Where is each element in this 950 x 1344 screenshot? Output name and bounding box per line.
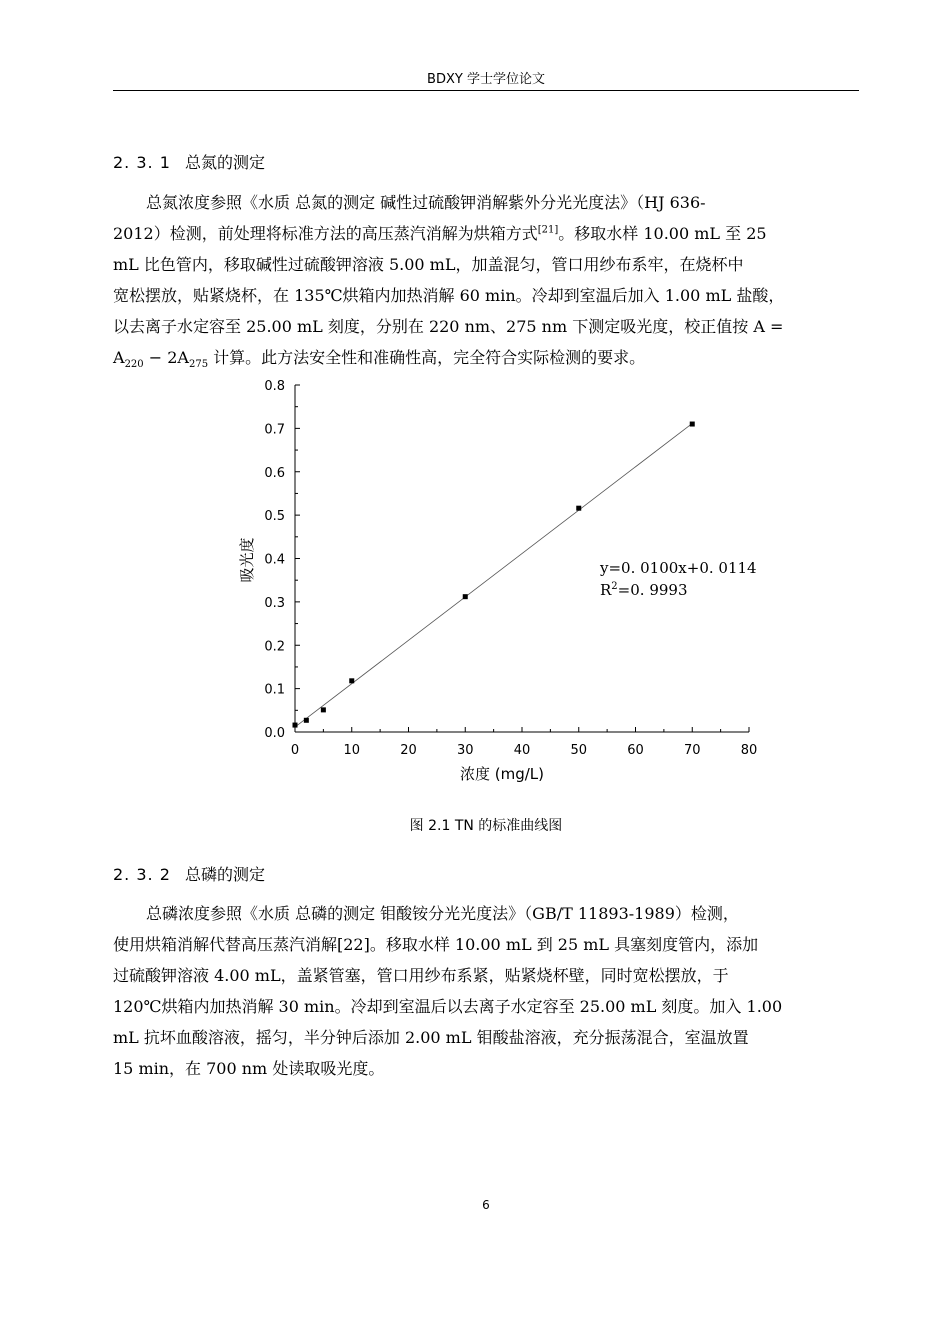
data-point bbox=[576, 506, 581, 511]
y-tick-label: 0.7 bbox=[264, 422, 285, 438]
citation: [21] bbox=[537, 224, 559, 236]
running-header: BDXY 学士学位论文 bbox=[427, 72, 545, 87]
section-title: 总氮的测定 bbox=[185, 153, 266, 172]
section-number: 2. 3. 1 bbox=[113, 153, 171, 172]
data-point bbox=[690, 422, 695, 427]
text-line: 总氮浓度参照《水质 总氮的测定 碱性过硫酸钾消解紫外分光光度法》（HJ 636- bbox=[146, 193, 706, 212]
y-tick-label: 0.3 bbox=[264, 595, 285, 611]
text-line: $A_{220} - 2A_{275}$ 计算。此方法安全性和准确性高，完全符合实际检测的要求。 bbox=[113, 348, 646, 371]
figure-caption: 图 2.1 TN 的标准曲线图 bbox=[409, 818, 563, 834]
paragraph-total-phosphorus bbox=[113, 898, 859, 1084]
y-tick-label: 0.6 bbox=[264, 465, 285, 481]
x-tick-label: 80 bbox=[740, 743, 758, 758]
text-line: 过硫酸钾溶液 4.00 mL，盖紧管塞，管口用纱布系紧，贴紧烧杯壁，同时宽松摆放，于 bbox=[113, 966, 729, 985]
x-tick-label: 0 bbox=[290, 743, 300, 758]
text-line: 宽松摆放，贴紧烧杯，在 135℃烘箱内加热消解 60 min。冷却到室温后加入 1.00 mL 盐酸， bbox=[113, 286, 785, 305]
text-line: 2012）检测，前处理将标准方法的高压蒸汽消解为烘箱方式[21]。移取水样 10.00 mL 至 25 bbox=[113, 224, 767, 243]
data-point bbox=[321, 707, 326, 712]
section-title: 总磷的测定 bbox=[185, 865, 266, 884]
header-rule bbox=[113, 90, 859, 91]
x-tick-label: 40 bbox=[513, 743, 531, 758]
data-point bbox=[463, 594, 468, 599]
x-tick-label: 50 bbox=[570, 743, 588, 758]
text-line: mL 比色管内，移取碱性过硫酸钾溶液 5.00 mL，加盖混匀，管口用纱布系牢，在烧杯中 bbox=[113, 255, 744, 274]
y-tick-label: 0.0 bbox=[264, 726, 285, 741]
section-heading-total-phosphorus bbox=[113, 862, 265, 885]
y-tick-label: 0.1 bbox=[264, 682, 285, 698]
x-tick-label: 60 bbox=[627, 743, 644, 758]
data-point bbox=[349, 678, 354, 683]
y-tick-label: 0.8 bbox=[264, 379, 285, 394]
text-line: 120℃烘箱内加热消解 30 min。冷却到室温后以去离子水定容至 25.00 mL 刻度。加入 1.00 bbox=[113, 997, 783, 1016]
section-number: 2. 3. 2 bbox=[113, 865, 171, 884]
x-tick-label: 70 bbox=[683, 743, 701, 758]
x-tick-label: 20 bbox=[400, 743, 417, 758]
data-point bbox=[293, 723, 298, 728]
x-axis-label: 浓度 (mg/L) bbox=[459, 765, 545, 783]
y-tick-label: 0.2 bbox=[264, 639, 285, 655]
text-line: 总磷浓度参照《水质 总磷的测定 钼酸铵分光光度法》（GB/T 11893-1989）检测， bbox=[146, 904, 739, 923]
x-tick-label: 30 bbox=[456, 743, 474, 758]
y-tick-label: 0.4 bbox=[264, 552, 285, 568]
r-squared: $R^2=0$. 9993 bbox=[600, 581, 688, 599]
text-line: 15 min，在 700 nm 处读取吸光度。 bbox=[113, 1059, 385, 1078]
text-line: mL 抗坏血酸溶液，摇匀，半分钟后添加 2.00 mL 钼酸盐溶液，充分振荡混合，室温放置 bbox=[113, 1028, 749, 1047]
y-axis-label: 吸光度 bbox=[238, 537, 256, 583]
fit-equation: y=0. 0100x+0. 0114 bbox=[600, 559, 757, 577]
text-line: 使用烘箱消解代替高压蒸汽消解[22]。移取水样 10.00 mL 到 25 mL 具塞刻度管内，添加 bbox=[113, 935, 759, 954]
section-heading-total-nitrogen bbox=[113, 150, 265, 173]
paragraph-total-nitrogen bbox=[113, 187, 859, 373]
text-line: 以去离子水定容至 25.00 mL 刻度，分别在 220 nm、275 nm 下测定吸光度，校正值按 A = bbox=[113, 317, 784, 336]
data-point bbox=[304, 718, 309, 723]
standard-curve-chart bbox=[222, 375, 782, 795]
y-tick-label: 0.5 bbox=[264, 509, 285, 525]
x-tick-label: 10 bbox=[343, 743, 361, 758]
page-number: 6 bbox=[482, 1198, 490, 1212]
